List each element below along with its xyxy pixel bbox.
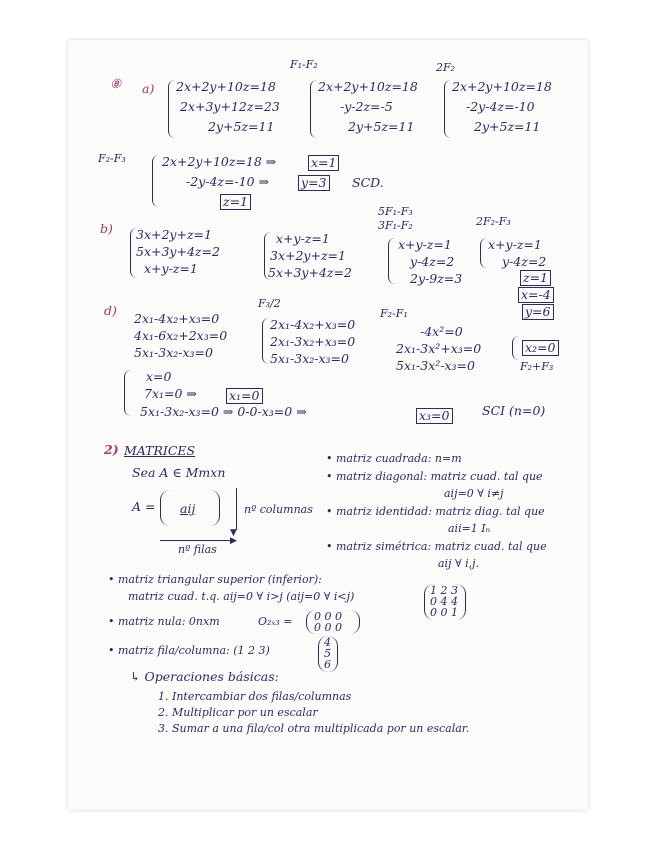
eq: 3x+2y+z=1 (136, 227, 212, 242)
definition-item: aii=1 Iₙ (448, 522, 491, 535)
brace (124, 370, 131, 416)
arrow-right-icon: ▶ (230, 536, 237, 546)
definition-item: • matriz diagonal: matriz cuad. tal que (326, 470, 543, 483)
rows-label: nº filas (178, 543, 217, 556)
section-title: MATRICES (124, 443, 196, 458)
eq: 2y+5z=11 (208, 119, 275, 134)
eq: x+y-z=1 (488, 237, 542, 252)
solution-x2: x₂=0 (522, 340, 559, 356)
exercise-b-label: b) (100, 221, 113, 236)
eq: 2y+5z=11 (474, 119, 541, 134)
brace (168, 80, 175, 138)
eq: 5x₁-3x²-x₃=0 (396, 358, 475, 373)
matrix-row: 0 0 0 (314, 621, 342, 634)
solution-x3: x₃=0 (416, 408, 453, 424)
eq: 5x₁-3x₂-x₃=0 (134, 345, 213, 360)
eq: x+y-z=1 (276, 231, 330, 246)
matrix-row: 6 (324, 658, 331, 671)
op-3f1-f2: 3F₁-F₂ (378, 219, 413, 232)
brace (152, 155, 159, 207)
definition-item: O₂ₓ₃ = (258, 615, 293, 628)
exercise-number: ⑧ (110, 76, 122, 91)
matrix-row: 0 4 4 (430, 595, 458, 608)
eq: 2x+3y+12z=23 (180, 99, 280, 114)
eq: y-4z=2 (502, 254, 547, 269)
solution-x1: x₁=0 (226, 388, 263, 404)
eq: 2x₁-3x₂+x₃=0 (270, 334, 356, 349)
matrix-row: 4 (324, 636, 331, 649)
eq: 2x₁-4x₂+x₃=0 (134, 311, 220, 326)
operation-item: 2. Multiplicar por un escalar (158, 706, 318, 719)
exercise-a-label: a) (142, 81, 155, 96)
operations-title: ↳ Operaciones básicas: (130, 669, 279, 684)
eq: 2x+2y+10z=18 (318, 79, 418, 94)
columns-arrow-line (236, 488, 237, 530)
matrix-row: 0 0 1 (430, 606, 458, 619)
exercise-d-label: d) (104, 303, 117, 318)
definition-item: • matriz triangular superior (inferior): (108, 573, 322, 586)
eq: -2y-4z=-10 (466, 99, 535, 114)
eq: 5x+3y+4z=2 (136, 244, 220, 259)
solution-z: z=1 (220, 194, 251, 210)
op-f2-f3: F₂+F₃ (520, 360, 554, 373)
eq: 4x₁-6x₂+2x₃=0 (134, 328, 228, 343)
eq: 2x₁-4x₂+x₃=0 (270, 317, 356, 332)
op-f2-f3: F₂-F₃ (98, 152, 126, 165)
eq: 2y-9z=3 (410, 271, 463, 286)
system-type: SCD. (352, 175, 384, 190)
definition-item: • matriz identidad: matriz diag. tal que (326, 505, 545, 518)
brace (444, 80, 451, 138)
definition-item: • matriz simétrica: matriz cuad. tal que (326, 540, 547, 553)
operation-item: 1. Intercambiar dos filas/columnas (158, 690, 352, 703)
eq: x+y-z=1 (144, 261, 198, 276)
solution-y: y=3 (298, 175, 330, 191)
eq: 7x₁=0 ⇒ (144, 386, 197, 401)
definition-item: • matriz cuadrada: n=m (326, 452, 462, 465)
brace (310, 80, 317, 138)
eq: -y-2z=-5 (340, 99, 393, 114)
matrix-label: A = (132, 499, 156, 514)
solution-z: z=1 (520, 270, 551, 286)
rows-arrow-line (160, 540, 234, 541)
matrix-row: 0 0 0 (314, 610, 342, 623)
brace (512, 336, 519, 360)
definition-item: aij=0 ∀ i≠j (444, 487, 504, 500)
solution-y: y=6 (522, 304, 554, 320)
brace (480, 238, 487, 268)
solution-x: x=-4 (518, 287, 554, 303)
definition-item: • matriz nula: 0nxm (108, 615, 220, 628)
eq: x=0 (146, 369, 172, 384)
definition-text: Sea A ∈ Mmxn (132, 465, 226, 480)
eq: x+y-z=1 (398, 237, 452, 252)
system-type: SCI (n=0) (482, 403, 546, 418)
eq: 3x+2y+z=1 (270, 248, 346, 263)
op-f2-f1: F₂-F₁ (380, 307, 408, 320)
eq: y-4z=2 (410, 254, 455, 269)
eq: -4x²=0 (420, 324, 463, 339)
arrow-down-icon: ▼ (230, 528, 237, 538)
eq: 5x+3y+4z=2 (268, 265, 352, 280)
op-2f2: 2F₂ (436, 61, 456, 74)
eq: 2x+2y+10z=18 (452, 79, 552, 94)
op-2f2-f3: 2F₂-F₃ (476, 215, 511, 228)
op-f1-f2: F₁-F₂ (290, 58, 318, 71)
matrix-row: 5 (324, 647, 331, 660)
matrix-row: 1 2 3 (430, 584, 458, 597)
definition-item: aij ∀ i,j. (438, 557, 480, 570)
eq: -2y-4z=-10 ⇒ (186, 174, 270, 189)
op-f3-2: F₃/2 (258, 297, 281, 310)
definition-item: matriz cuad. t.q. aij=0 ∀ i>j (aij=0 ∀ i<j) (128, 590, 355, 603)
definition-item: • matriz fila/columna: (1 2 3) (108, 644, 270, 657)
brace (262, 318, 269, 364)
matrix-entry: aij (180, 501, 196, 516)
eq: 5x₁-3x₂-x₃=0 (270, 351, 349, 366)
eq: 2x₁-3x²+x₃=0 (396, 341, 482, 356)
eq: 2x+2y+10z=18 ⇒ (162, 154, 277, 169)
eq: 2x+2y+10z=18 (176, 79, 276, 94)
solution-x: x=1 (308, 155, 339, 171)
eq: 5x₁-3x₂-x₃=0 ⇒ 0-0-x₃=0 ⇒ (140, 404, 307, 419)
eq: 2y+5z=11 (348, 119, 415, 134)
section-number: 2) (104, 442, 119, 457)
brace (388, 238, 395, 284)
columns-label: nº columnas (244, 503, 313, 516)
operation-item: 3. Sumar a una fila/col otra multiplicada por un escalar. (158, 722, 470, 735)
op-5f1-f3: 5F₁-F₃ (378, 205, 413, 218)
